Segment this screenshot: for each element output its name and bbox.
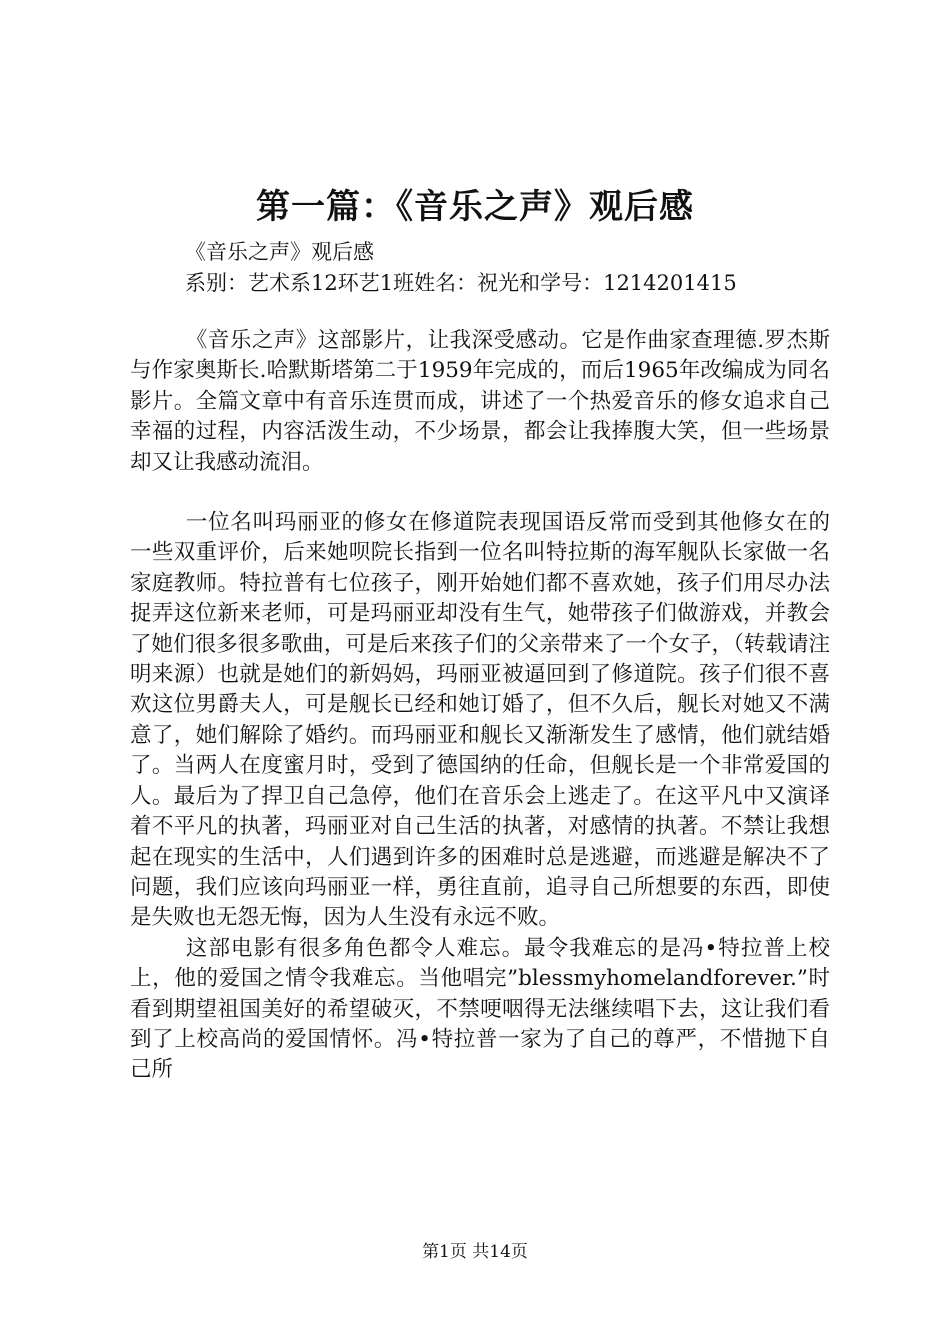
document-subtitle: 《音乐之声》观后感 [185,240,374,264]
document-title: 第一篇：《音乐之声》观后感 [256,187,694,227]
document-body [130,326,830,1086]
paragraph-1: 《音乐之声》这部影片，让我深受感动。它是作曲家查理德.罗杰斯与作家奥斯长.哈默斯塔第二于1959年完成的，而后1965年改编成为同名影片。全篇文章中有音乐连贯而成，讲述了一个热爱音乐的修女追求自己幸福的过程，内容活泼生动，不少场景，都会让我捧腹大笑，但一些场景却又让我感动流泪。 [130,328,830,475]
paragraph-3: 这部电影有很多角色都令人难忘。最令我难忘的是冯•特拉普上校上，他的爱国之情令我难忘。当他唱完”blessmyhomelandforever.”时看到期望祖国美好的希望破灭，不禁哽咽得无法继续唱下去，这让我们看到了上校高尚的爱国情怀。冯•特拉普一家为了自己的尊严，不惜抛下自己所 [130,935,830,1083]
page-number-footer: 第1页 共14页 [422,1242,528,1262]
paragraph-2: 一位名叫玛丽亚的修女在修道院表现国语反常而受到其他修女在的一些双重评价，后来她呗院长指到一位名叫特拉斯的海军舰队长家做一名家庭教师。特拉普有七位孩子，刚开始她们都不喜欢她，孩子们用尽办法捉弄这位新来老师，可是玛丽亚却没有生气，她带孩子们做游戏，并教会了她们很多很多歌曲，可是后来孩子们的父亲带来了一个女子，（转载请注明来源）也就是她们的新妈妈，玛丽亚被逼回到了修道院。孩子们很不喜欢这位男爵夫人，可是舰长已经和她订婚了，但不久后，舰长对她又不满意了，她们解除了婚约。而玛丽亚和舰长又渐渐发生了感情，他们就结婚了。当两人在度蜜月时，受到了德国纳的任命，但舰长是一个非常爱国的人。最后为了捍卫自己急停，他们在音乐会上逃走了。在这平凡中又演译着不平凡的执著，玛丽亚对自己生活的执著，对感情的执著。不禁让我想起在现实的生活中，人们遇到许多的困难时总是逃避，而逃避是解决不了问题，我们应该向玛丽亚一样，勇往直前，追寻自己所想要的东西，即使是失败也无怨无悔，因为人生没有永远不败。 [130,510,830,931]
author-info-line: 系别：艺术系12环艺1班姓名：祝光和学号：1214201415 [185,271,737,295]
